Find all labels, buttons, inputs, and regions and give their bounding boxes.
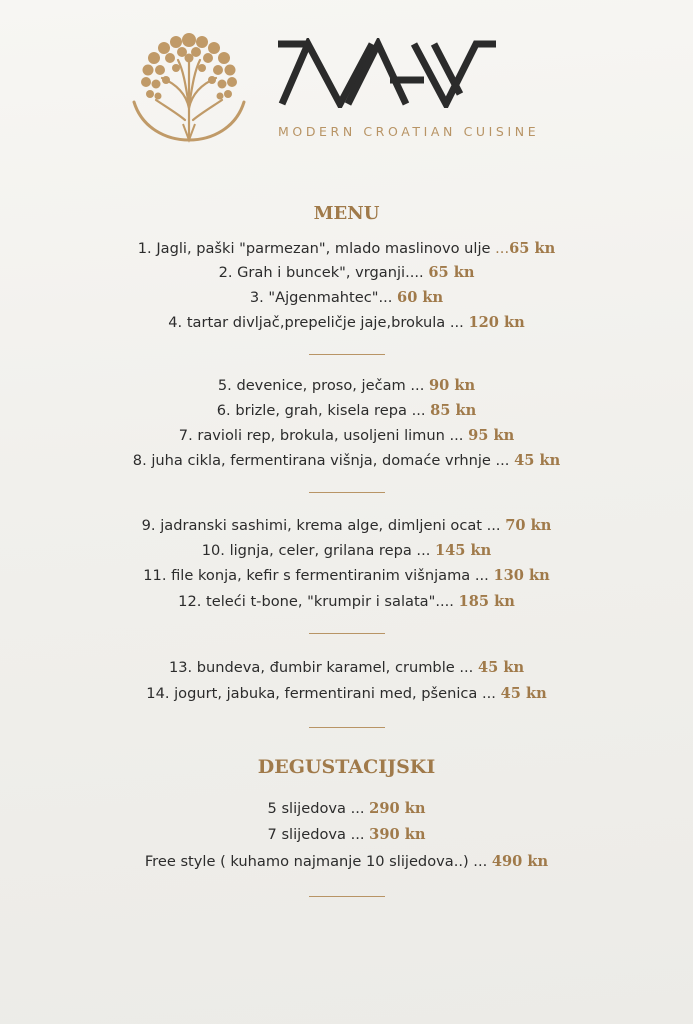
dish-price: 45 kn	[514, 452, 561, 469]
menu-item	[0, 289, 693, 306]
tasting-item	[0, 853, 693, 870]
dish-price: 85 kn	[430, 402, 477, 419]
dish-price: 490 kn	[491, 853, 549, 870]
dish-price: 290 kn	[369, 800, 426, 817]
dish-description: 7. ravioli rep, brokula, usoljeni limun ...	[178, 427, 464, 444]
dish-price: 90 kn	[428, 377, 476, 394]
dish-price: 185 kn	[458, 593, 515, 610]
menu-item	[0, 593, 693, 610]
price-separator: ...	[490, 240, 510, 257]
dish-description: 13. bundeva, đumbir karamel, crumble ...	[168, 659, 474, 676]
menu-item	[0, 402, 693, 419]
dish-description: 4. tartar divljač,prepeličje jaje,brokula ...	[168, 314, 464, 331]
dish-description: 10. lignja, celer, grilana repa ...	[201, 542, 431, 559]
dish-price: 130 kn	[493, 567, 550, 584]
tasting-item	[0, 800, 693, 817]
menu-item	[0, 659, 693, 676]
dish-description: 5. devenice, proso, ječam ...	[217, 377, 425, 394]
menu-item	[0, 567, 693, 584]
section-divider	[309, 492, 385, 493]
dish-price: 145 kn	[435, 542, 492, 559]
dish-description: Free style ( kuhamo najmanje 10 slijedova..) ...	[144, 853, 488, 870]
brand-tagline: MODERN CROATIAN CUISINE	[278, 124, 540, 139]
dish-description: 9. jadranski sashimi, krema alge, dimljeni ocat ...	[141, 517, 501, 534]
dish-description: 8. juha cikla, fermentirana višnja, domaće vrhnje ...	[132, 452, 510, 469]
menu-heading: MENU	[313, 203, 380, 224]
menu-item	[0, 517, 693, 534]
tasting-heading: DEGUSTACIJSKI	[257, 756, 436, 778]
tasting-item	[0, 826, 693, 843]
section-divider	[309, 896, 385, 897]
menu-item	[0, 452, 693, 469]
dish-description: 5 slijedova ...	[267, 800, 365, 817]
dish-price: 390 kn	[369, 826, 426, 843]
section-divider	[309, 354, 385, 355]
dish-description: 7 slijedova ...	[267, 826, 365, 843]
dish-description: 11. file konja, kefir s fermentiranim višnjama ...	[143, 567, 489, 584]
dish-description: 3. "Ajgenmahtec"...	[249, 289, 393, 306]
dish-description: 2. Grah i buncek", vrganji....	[218, 264, 424, 281]
dish-description: 1. Jagli, paški "parmezan", mlado maslinovo ulje	[137, 240, 491, 257]
tree-logo-icon	[128, 28, 250, 144]
section-divider	[309, 633, 385, 634]
dish-price: 45 kn	[477, 659, 525, 676]
dish-description: 12. teleći t-bone, "krumpir i salata"....	[178, 593, 454, 610]
dish-price: 70 kn	[505, 517, 552, 534]
nav-wordmark-logo	[278, 38, 528, 108]
menu-item	[0, 314, 693, 331]
dish-price: 45 kn	[500, 685, 547, 702]
menu-item	[0, 240, 693, 257]
dish-description: 6. brizle, grah, kisela repa ...	[216, 402, 426, 419]
dish-price: 120 kn	[468, 314, 525, 331]
dish-price: 95 kn	[468, 427, 515, 444]
menu-item	[0, 427, 693, 444]
dish-price: 65 kn	[428, 264, 475, 281]
menu-item	[0, 264, 693, 281]
section-divider	[309, 727, 385, 728]
menu-item	[0, 542, 693, 559]
menu-item	[0, 377, 693, 394]
menu-item	[0, 685, 693, 702]
dish-price: 65 kn	[509, 240, 556, 257]
dish-price: 60 kn	[397, 289, 444, 306]
dish-description: 14. jogurt, jabuka, fermentirani med, pšenica ...	[146, 685, 496, 702]
